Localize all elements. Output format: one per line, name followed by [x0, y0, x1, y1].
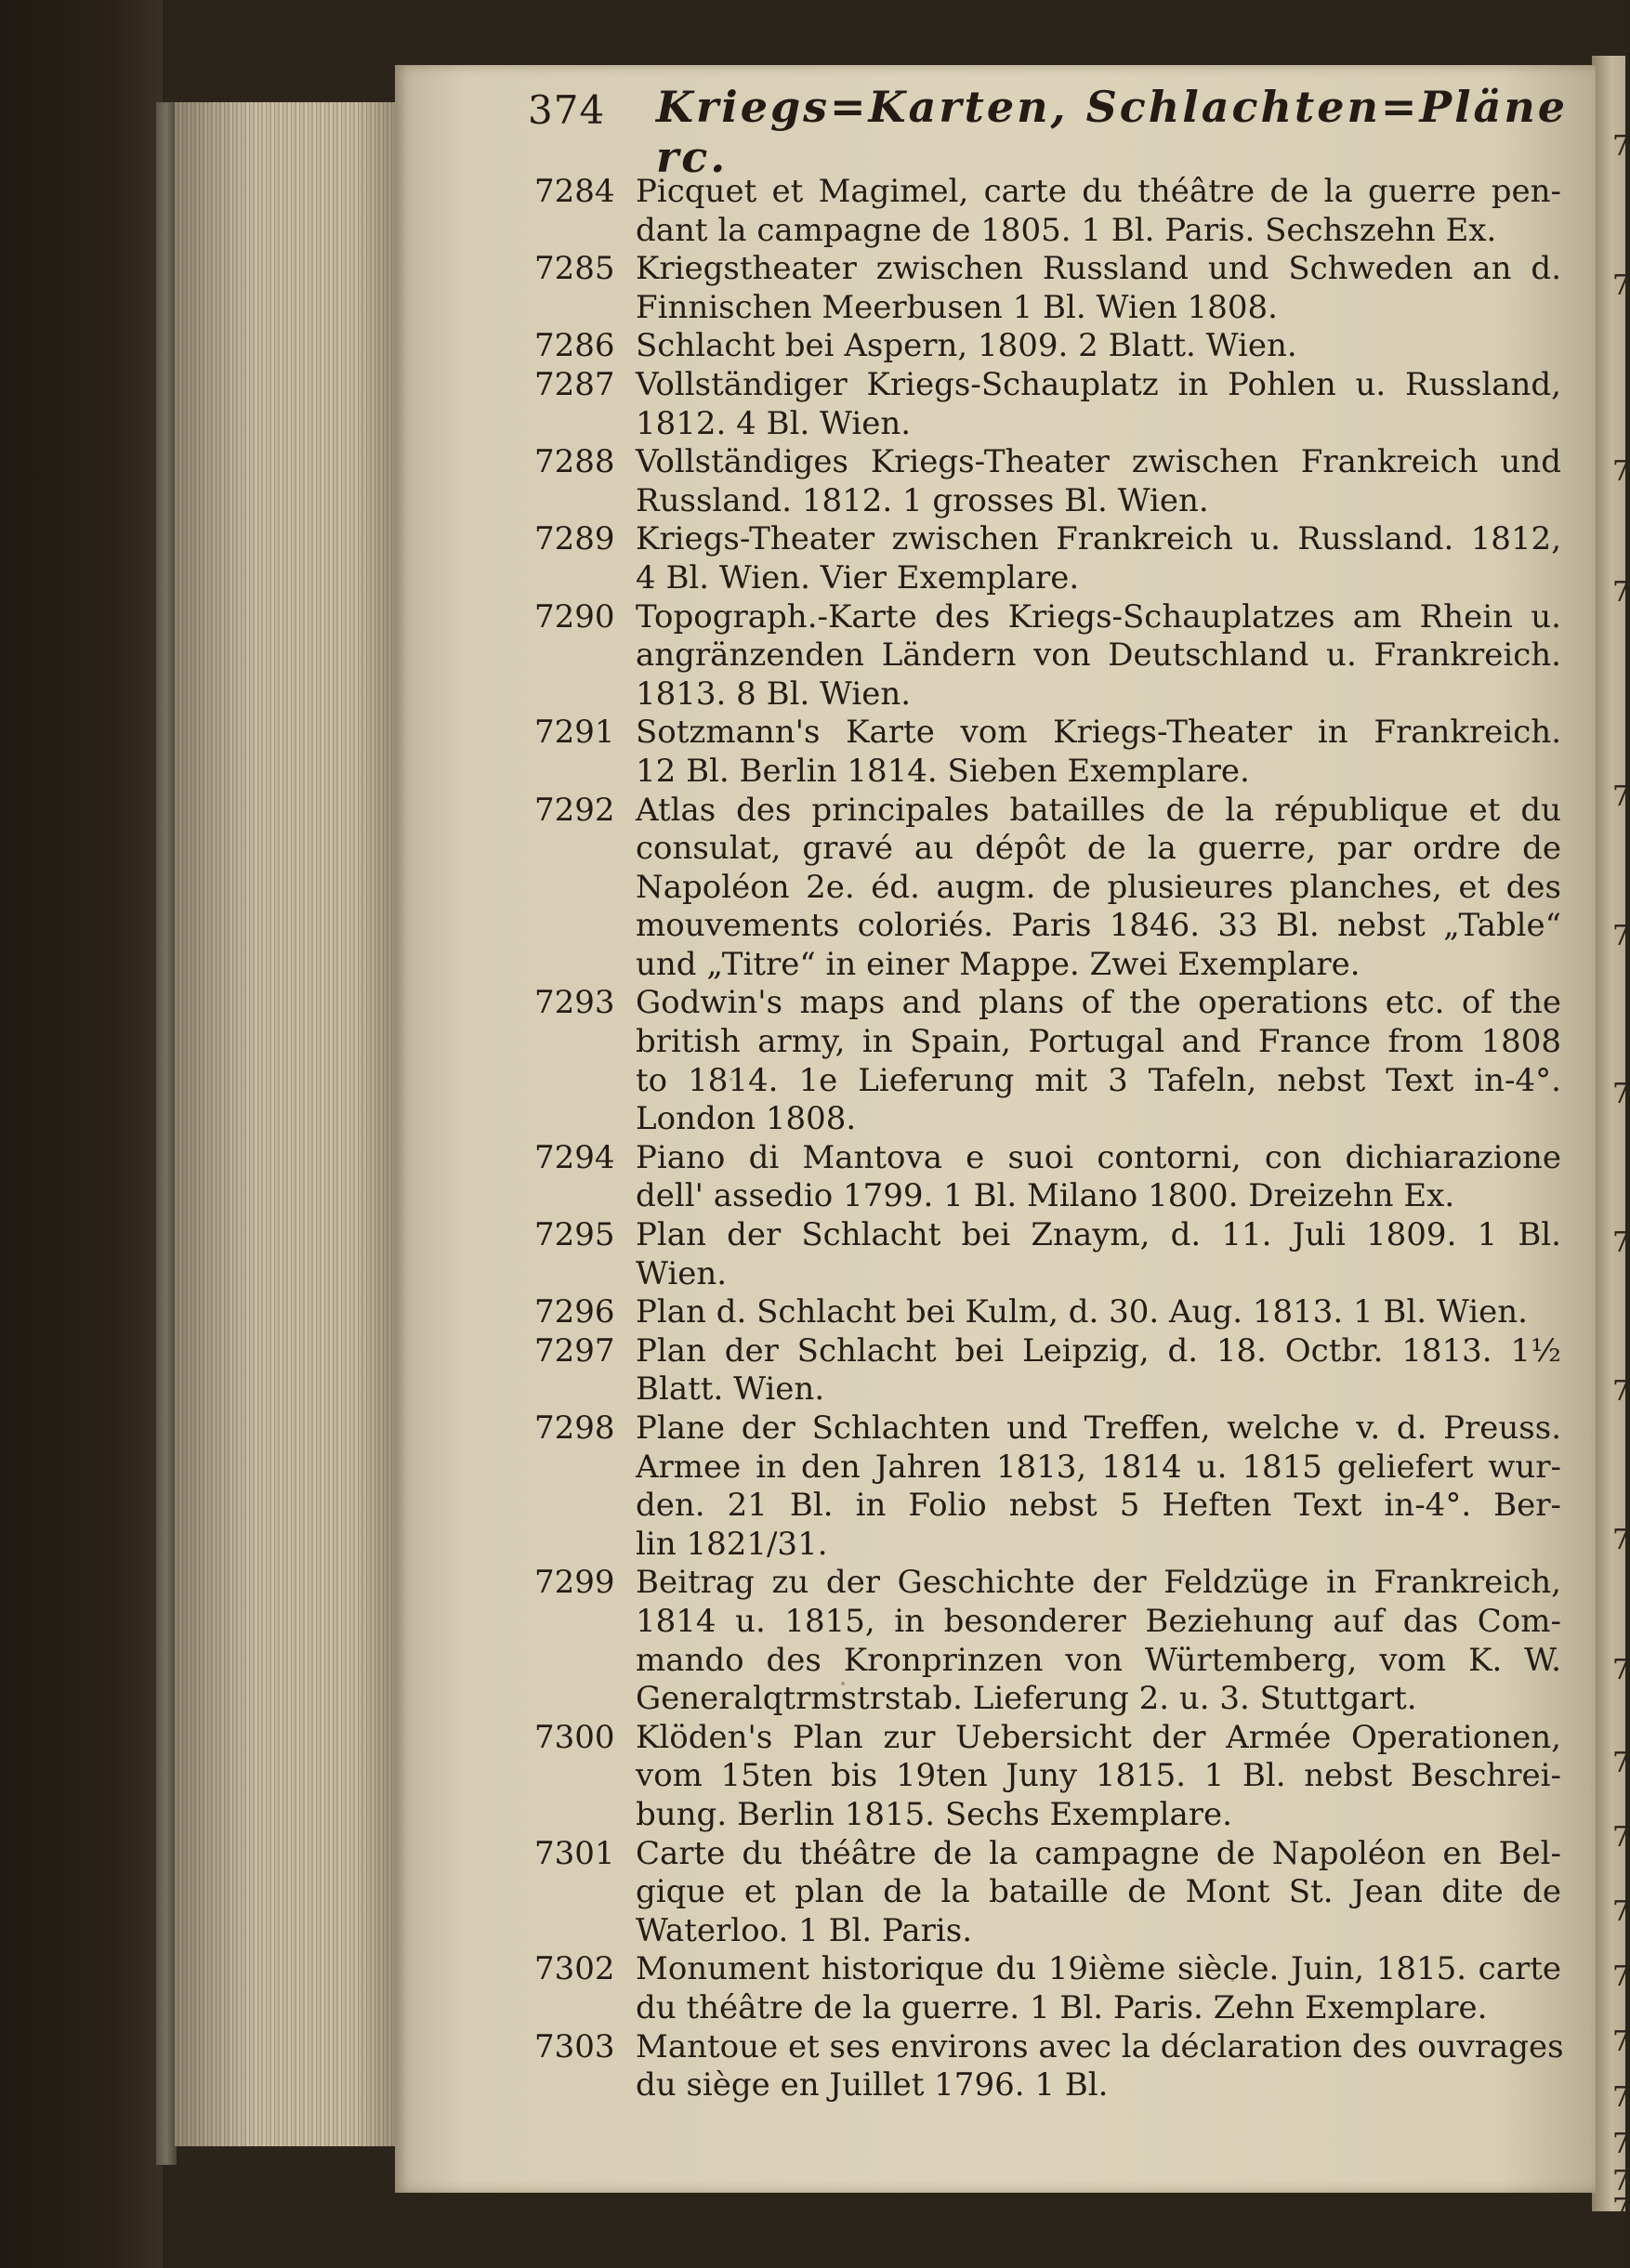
entry-text-line: to 1814. 1e Lieferung mit 3 Tafeln, nebst Text in-4°.: [636, 1061, 1561, 1099]
entry-text-line: Topograph.-Karte des Kriegs-Schauplatzes am Rhein u.: [636, 597, 1561, 636]
adjacent-page-mark: 7: [1612, 1960, 1630, 1993]
adjacent-page-mark: 7: [1612, 2193, 1630, 2225]
entry-number: 7296: [534, 1293, 615, 1331]
adjacent-page-mark: 7: [1612, 1747, 1630, 1779]
catalogue-entry: [520, 327, 1561, 366]
entry-number: 7289: [534, 520, 615, 558]
catalogue-entry: [520, 1835, 1561, 1951]
adjacent-page-mark: 7: [1612, 1895, 1630, 1928]
entry-text-line: 1812. 4 Bl. Wien.: [636, 404, 912, 442]
entry-text-line: mouvements coloriés. Paris 1846. 33 Bl. nebst „Table“: [636, 907, 1561, 945]
adjacent-page-mark: 7: [1612, 1375, 1630, 1408]
entry-text-line: vom 15ten bis 19ten Juny 1815. 1 Bl. nebst Beschrei-: [636, 1757, 1561, 1795]
entry-number: 7292: [534, 791, 615, 829]
catalogue-entry: [520, 1139, 1561, 1216]
entry-text-line: Vollständiger Kriegs-Schauplatz in Pohlen u. Russland,: [636, 365, 1561, 403]
catalogue-entry: [520, 1564, 1561, 1718]
entry-text-line: Finnischen Meerbusen 1 Bl. Wien 1808.: [636, 288, 1278, 326]
entry-text-line: mando des Kronprinzen von Würtemberg, vom K. W.: [636, 1641, 1561, 1679]
page-block-shadow: [175, 102, 400, 2146]
entry-number: 7301: [534, 1834, 615, 1872]
page-header: [528, 82, 1569, 182]
page-number: 374: [528, 87, 606, 133]
entry-text-line: 1813. 8 Bl. Wien.: [636, 675, 912, 713]
entry-number: 7295: [534, 1216, 615, 1254]
adjacent-page-mark: 7: [1612, 1524, 1630, 1556]
entry-text-line: Carte du théâtre de la campagne de Napoléon en Bel-: [636, 1834, 1561, 1872]
entry-text-line: Plan der Schlacht bei Leipzig, d. 18. Octbr. 1813. 1½: [636, 1331, 1561, 1370]
adjacent-page-mark: 7: [1612, 576, 1630, 609]
adjacent-page-mark: 7: [1612, 2081, 1630, 2114]
entry-number: 7299: [534, 1564, 615, 1602]
entry-text-line: Plan der Schlacht bei Znaym, d. 11. Juli 1809. 1 Bl.: [636, 1216, 1561, 1254]
adjacent-page-mark: 7: [1612, 1654, 1630, 1686]
catalogue-entry: [520, 984, 1561, 1138]
entry-text-line: den. 21 Bl. in Folio nebst 5 Heften Text in-4°. Ber-: [636, 1487, 1561, 1525]
adjacent-page-mark: 7: [1612, 2128, 1630, 2160]
entry-text-line: lin 1821/31.: [636, 1525, 828, 1563]
entry-number: 7298: [534, 1409, 615, 1447]
background-shadow: [0, 0, 163, 2268]
adjacent-page-edge: [1592, 56, 1625, 2211]
entry-text-line: 4 Bl. Wien. Vier Exemplare.: [636, 558, 1080, 596]
adjacent-page-mark: 7: [1612, 780, 1630, 813]
catalogue-entries: [520, 173, 1564, 2105]
entry-text-line: Blatt. Wien.: [636, 1370, 825, 1409]
entry-number: 7285: [534, 250, 615, 288]
entry-text-line: Plane der Schlachten und Treffen, welche v. d. Preuss.: [636, 1409, 1561, 1447]
entry-text-line: und „Titre“ in einer Mappe. Zwei Exemplare.: [636, 945, 1361, 983]
entry-text-line: Godwin's maps and plans of the operations etc. of the: [636, 984, 1561, 1022]
catalogue-entry: [520, 173, 1561, 250]
entry-number: 7284: [534, 173, 615, 210]
entry-text-line: dell' assedio 1799. 1 Bl. Milano 1800. Dreizehn Ex.: [636, 1177, 1455, 1215]
catalogue-entry: [520, 714, 1561, 791]
entry-text-line: Vollständiges Kriegs-Theater zwischen Frankreich und: [636, 443, 1561, 481]
entry-text-line: british army, in Spain, Portugal and France from 1808: [636, 1023, 1561, 1061]
catalogue-entry: [520, 250, 1561, 327]
entry-number: 7294: [534, 1138, 615, 1176]
entry-text-line: London 1808.: [636, 1100, 857, 1138]
entry-text-line: du théâtre de la guerre. 1 Bl. Paris. Zehn Exemplare.: [636, 1988, 1488, 2026]
entry-number: 7297: [534, 1331, 615, 1370]
catalogue-entry: [520, 1216, 1561, 1293]
entry-number: 7291: [534, 714, 615, 752]
entry-number: 7302: [534, 1950, 615, 1988]
entry-number: 7293: [534, 984, 615, 1022]
entry-text-line: Mantoue et ses environs avec la déclaration des ouvrages: [636, 2027, 1564, 2065]
entry-text-line: consulat, gravé au dépôt de la guerre, par ordre de: [636, 830, 1561, 868]
entry-text-line: Plan d. Schlacht bei Kulm, d. 30. Aug. 1813. 1 Bl. Wien.: [636, 1293, 1528, 1331]
entry-text-line: gique et plan de la bataille de Mont St. Jean dite de: [636, 1873, 1561, 1911]
entry-text-line: Schlacht bei Aspern, 1809. 2 Blatt. Wien.: [636, 327, 1297, 365]
entry-text-line: Wien.: [636, 1254, 728, 1292]
entry-text-line: Russland. 1812. 1 grosses Bl. Wien.: [636, 481, 1209, 519]
entry-text-line: Sotzmann's Karte vom Kriegs-Theater in Frankreich.: [636, 714, 1561, 752]
entry-text-line: dant la campagne de 1805. 1 Bl. Paris. Sechszehn Ex.: [636, 211, 1497, 249]
catalogue-entry: [520, 2027, 1564, 2105]
entry-text-line: Picquet et Magimel, carte du théâtre de la guerre pen-: [636, 173, 1561, 210]
entry-text-line: Generalqtrmstrstab. Lieferung 2. u. 3. Stuttgart.: [636, 1680, 1417, 1718]
adjacent-page-mark: 7: [1612, 455, 1630, 488]
adjacent-page-mark: 7: [1612, 1226, 1630, 1259]
entry-text-line: Kriegstheater zwischen Russland und Schweden an d.: [636, 250, 1561, 288]
entry-text-line: Piano di Mantova e suoi contorni, con dichiarazione: [636, 1138, 1561, 1176]
entry-text-line: Atlas des principales batailles de la république et du: [636, 791, 1561, 829]
entry-text-line: 1814 u. 1815, in besonderer Beziehung auf das Com-: [636, 1602, 1561, 1640]
entry-text-line: bung. Berlin 1815. Sechs Exemplare.: [636, 1795, 1232, 1833]
entry-text-line: angränzenden Ländern von Deutschland u. Frankreich.: [636, 636, 1561, 675]
catalogue-entry: [520, 1293, 1561, 1332]
entry-text-line: Kriegs-Theater zwischen Frankreich u. Russland. 1812,: [636, 520, 1561, 558]
catalogue-entry: [520, 1332, 1561, 1409]
entry-text-line: 12 Bl. Berlin 1814. Sieben Exemplare.: [636, 752, 1250, 790]
entry-text-line: Beitrag zu der Geschichte der Feldzüge in Frankreich,: [636, 1564, 1561, 1602]
adjacent-page-mark: 7: [1612, 2165, 1630, 2197]
catalogue-entry: [520, 1719, 1561, 1835]
entry-number: 7303: [534, 2027, 615, 2065]
catalogue-entry: [520, 520, 1561, 597]
entry-number: 7290: [534, 597, 615, 636]
catalogue-entry: [520, 1950, 1561, 2027]
running-head: Kriegs=Karten, Schlachten=Pläne rc.: [656, 82, 1569, 182]
catalogue-entry: [520, 792, 1561, 985]
entry-text-line: Waterloo. 1 Bl. Paris.: [636, 1911, 973, 1949]
entry-text-line: Armee in den Jahren 1813, 1814 u. 1815 geliefert wur-: [636, 1448, 1561, 1486]
entry-text-line: Klöden's Plan zur Uebersicht der Armée Operationen,: [636, 1718, 1561, 1756]
book-cover-edge: [156, 102, 177, 2165]
entry-text-line: Napoléon 2e. éd. augm. de plusieures planches, et des: [636, 868, 1561, 906]
catalogue-entry: [520, 598, 1561, 714]
adjacent-page-mark: 7: [1612, 1821, 1630, 1854]
entry-number: 7286: [534, 327, 615, 365]
catalogue-entry: [520, 366, 1561, 443]
entry-number: 7300: [534, 1718, 615, 1756]
entry-text-line: du siège en Juillet 1796. 1 Bl.: [636, 2066, 1109, 2104]
catalogue-entry: [520, 1409, 1561, 1564]
entry-number: 7287: [534, 365, 615, 403]
adjacent-page-mark: 7: [1612, 2025, 1630, 2058]
catalogue-entry: [520, 443, 1561, 520]
entry-text-line: Monument historique du 19ième siècle. Juin, 1815. carte: [636, 1950, 1561, 1988]
adjacent-page-mark: 7: [1612, 1078, 1630, 1110]
adjacent-page-mark: 7: [1612, 269, 1630, 302]
adjacent-page-mark: 7: [1612, 130, 1630, 163]
adjacent-page-mark: 7: [1612, 920, 1630, 952]
entry-number: 7288: [534, 443, 615, 481]
